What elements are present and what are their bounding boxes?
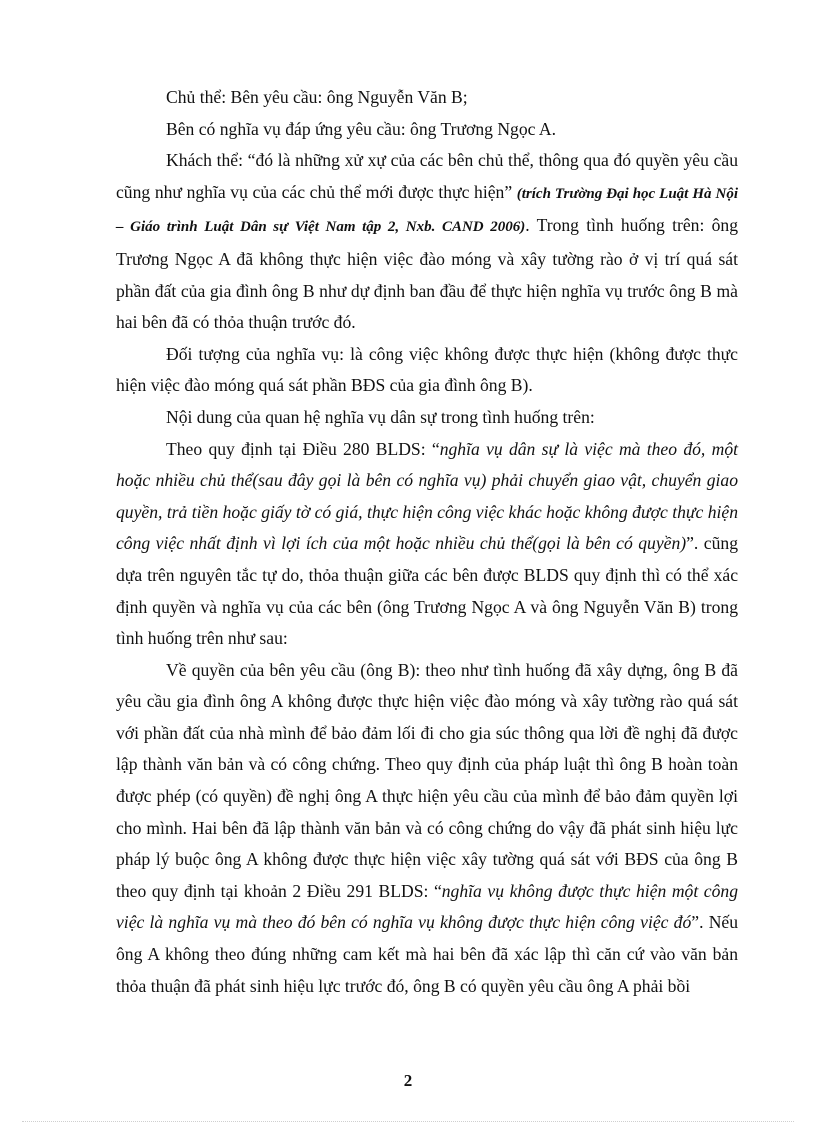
paragraph bbox=[116, 655, 738, 1003]
paragraph bbox=[116, 114, 738, 146]
paragraph-text: Khách thể: “đó là những xử xự của các bên chủ thể, thông qua đó quyền yêu cầu cũng như nghĩa vụ của các chủ thể mới được thực hiện” bbox=[116, 150, 738, 202]
quoted-law-text: nghĩa vụ dân sự là việc mà theo đó, một hoặc nhiều chủ thể(sau đây gọi là bên có nghĩa vụ) phải chuyển giao vật, chuyển giao quyền, trả tiền hoặc giấy tờ có giá, thực hiện công việc khác hoặc không được thực hiện công việc nhất định vì lợi ích của một hoặc nhiều chủ thể(gọi là bên có quyền) bbox=[116, 438, 739, 554]
citation-text: (trích Trường Đại học Luật Hà Nội – Giáo trình Luật Dân sự Việt Nam tập 2, Nxb. CAND 2006) bbox=[116, 185, 738, 236]
paragraph bbox=[116, 82, 738, 114]
paragraph bbox=[116, 145, 738, 339]
paragraph-text: Bên có nghĩa vụ đáp ứng yêu cầu: ông Trương Ngọc A. bbox=[166, 118, 556, 139]
paragraph-text: . Trong tình huống trên: ông Trương Ngọc A đã không thực hiện việc đào móng và xây tường rào ở vị trí quá sát phần đất của gia đình ông B như dự định ban đầu để thực hiện nghĩa vụ trước ông B mà hai bên đã có thỏa thuận trước đó. bbox=[116, 215, 739, 333]
paragraph-text: ”. cũng dựa trên nguyên tắc tự do, thỏa thuận giữa các bên được BLDS quy định thì có thể xác định quyền và nghĩa vụ của các bên (ông Trương Ngọc A và ông Nguyễn Văn B) trong tình huống trên như sau: bbox=[116, 533, 739, 649]
paragraph-text: Chủ thể: Bên yêu cầu: ông Nguyễn Văn B; bbox=[166, 87, 468, 107]
document-body bbox=[116, 82, 738, 1002]
paragraph bbox=[116, 402, 738, 434]
paragraph bbox=[116, 339, 738, 402]
paragraph-text: Đối tượng của nghĩa vụ: là công việc không được thực hiện (không được thực hiện việc đào móng quá sát phần BĐS của gia đình ông B). bbox=[116, 343, 738, 396]
page-bottom-divider bbox=[22, 1121, 794, 1122]
paragraph-text: Nội dung của quan hệ nghĩa vụ dân sự trong tình huống trên: bbox=[166, 406, 595, 427]
paragraph bbox=[116, 434, 738, 655]
paragraph-text: Theo quy định tại Điều 280 BLDS: “ bbox=[166, 438, 440, 459]
paragraph-text: Về quyền của bên yêu cầu (ông B): theo như tình huống đã xây dựng, ông B đã yêu cầu gia đình ông A không được thực hiện việc đào móng và xây tường rào quá sát với phần đất của nhà mình để bảo đảm lối đi cho gia súc thông qua lời đề nghị đã được lập thành văn bản và có công chứng. Theo quy định của pháp luật thì ông B hoàn toàn được phép (có quyền) đề nghị ông A thực hiện yêu cầu của mình để bảo đảm quyền lợi cho mình. Hai bên đã lập thành văn bản và có công chứng do vậy đã phát sinh hiệu lực pháp lý buộc ông A không được thực hiện việc xây tường quá sát với BĐS của ông B theo quy định tại khoản 2 Điều 291 BLDS: “ bbox=[116, 659, 738, 901]
page-number: 2 bbox=[403, 1071, 413, 1090]
paragraph-text: ”. Nếu ông A không theo đúng những cam kết mà hai bên đã xác lập thì căn cứ vào văn bản thỏa thuận đã phát sinh hiệu lực trước đó, ông B có quyền yêu cầu ông A phải bồi bbox=[116, 912, 739, 996]
quoted-law-text: nghĩa vụ không được thực hiện một công việc là nghĩa vụ mà theo đó bên có nghĩa vụ không được thực hiện công việc đó bbox=[116, 880, 738, 933]
